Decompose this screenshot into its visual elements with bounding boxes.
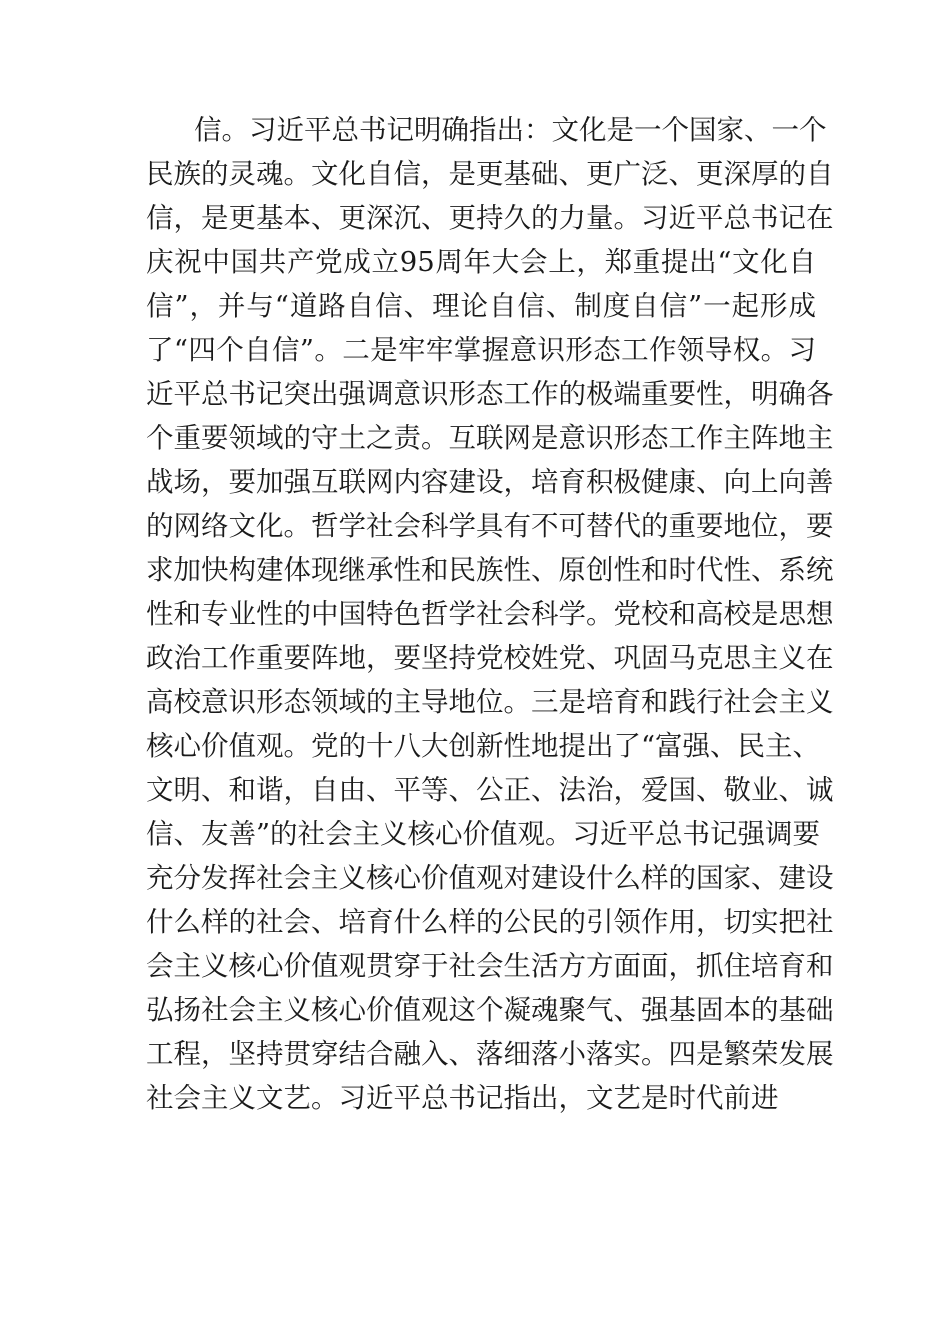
text-line: 战场，要加强互联网内容建设，培育积极健康、向上向善 [146,466,834,498]
text-line: 性和专业性的中国特色哲学社会科学。党校和高校是思想 [146,598,834,630]
text-line: 信”，并与“道路自信、理论自信、制度自信”一起形成 [146,290,816,322]
text-line: 庆祝中国共产党成立95周年大会上，郑重提出“文化自 [146,246,816,278]
text-line: 民族的灵魂。文化自信，是更基础、更广泛、更深厚的自 [146,158,834,190]
text-line: 信，是更基本、更深沉、更持久的力量。习近平总书记在 [146,202,834,234]
text-line: 工程，坚持贯穿结合融入、落细落小落实。四是繁荣发展 [146,1038,834,1070]
text-line: 求加快构建体现继承性和民族性、原创性和时代性、系统 [146,554,834,586]
text-line: 弘扬社会主义核心价值观这个凝魂聚气、强基固本的基础 [146,994,834,1026]
text-line: 高校意识形态领域的主导地位。三是培育和践行社会主义 [146,686,834,718]
body-paragraph [146,108,834,1120]
text-line: 文明、和谐，自由、平等、公正、法治，爱国、敬业、诚 [146,774,834,806]
text-line: 信。习近平总书记明确指出：文化是一个国家、一个 [194,114,827,146]
text-line: 的网络文化。哲学社会科学具有不可替代的重要地位，要 [146,510,834,542]
text-line: 会主义核心价值观贯穿于社会生活方方面面，抓住培育和 [146,950,834,982]
text-line: 信、友善”的社会主义核心价值观。习近平总书记强调要 [146,818,821,850]
text-line: 什么样的社会、培育什么样的公民的引领作用，切实把社 [146,906,834,938]
text-line: 核心价值观。党的十八大创新性地提出了“富强、民主、 [146,730,821,762]
text-line: 社会主义文艺。习近平总书记指出，文艺是时代前进 [146,1082,779,1114]
text-line: 了“四个自信”。二是牢牢掌握意识形态工作领导权。习 [146,334,816,366]
text-line: 个重要领域的守土之责。互联网是意识形态工作主阵地主 [146,422,834,454]
text-line: 政治工作重要阵地，要坚持党校姓党、巩固马克思主义在 [146,642,834,674]
text-line: 充分发挥社会主义核心价值观对建设什么样的国家、建设 [146,862,834,894]
text-line: 近平总书记突出强调意识形态工作的极端重要性，明确各 [146,378,834,410]
